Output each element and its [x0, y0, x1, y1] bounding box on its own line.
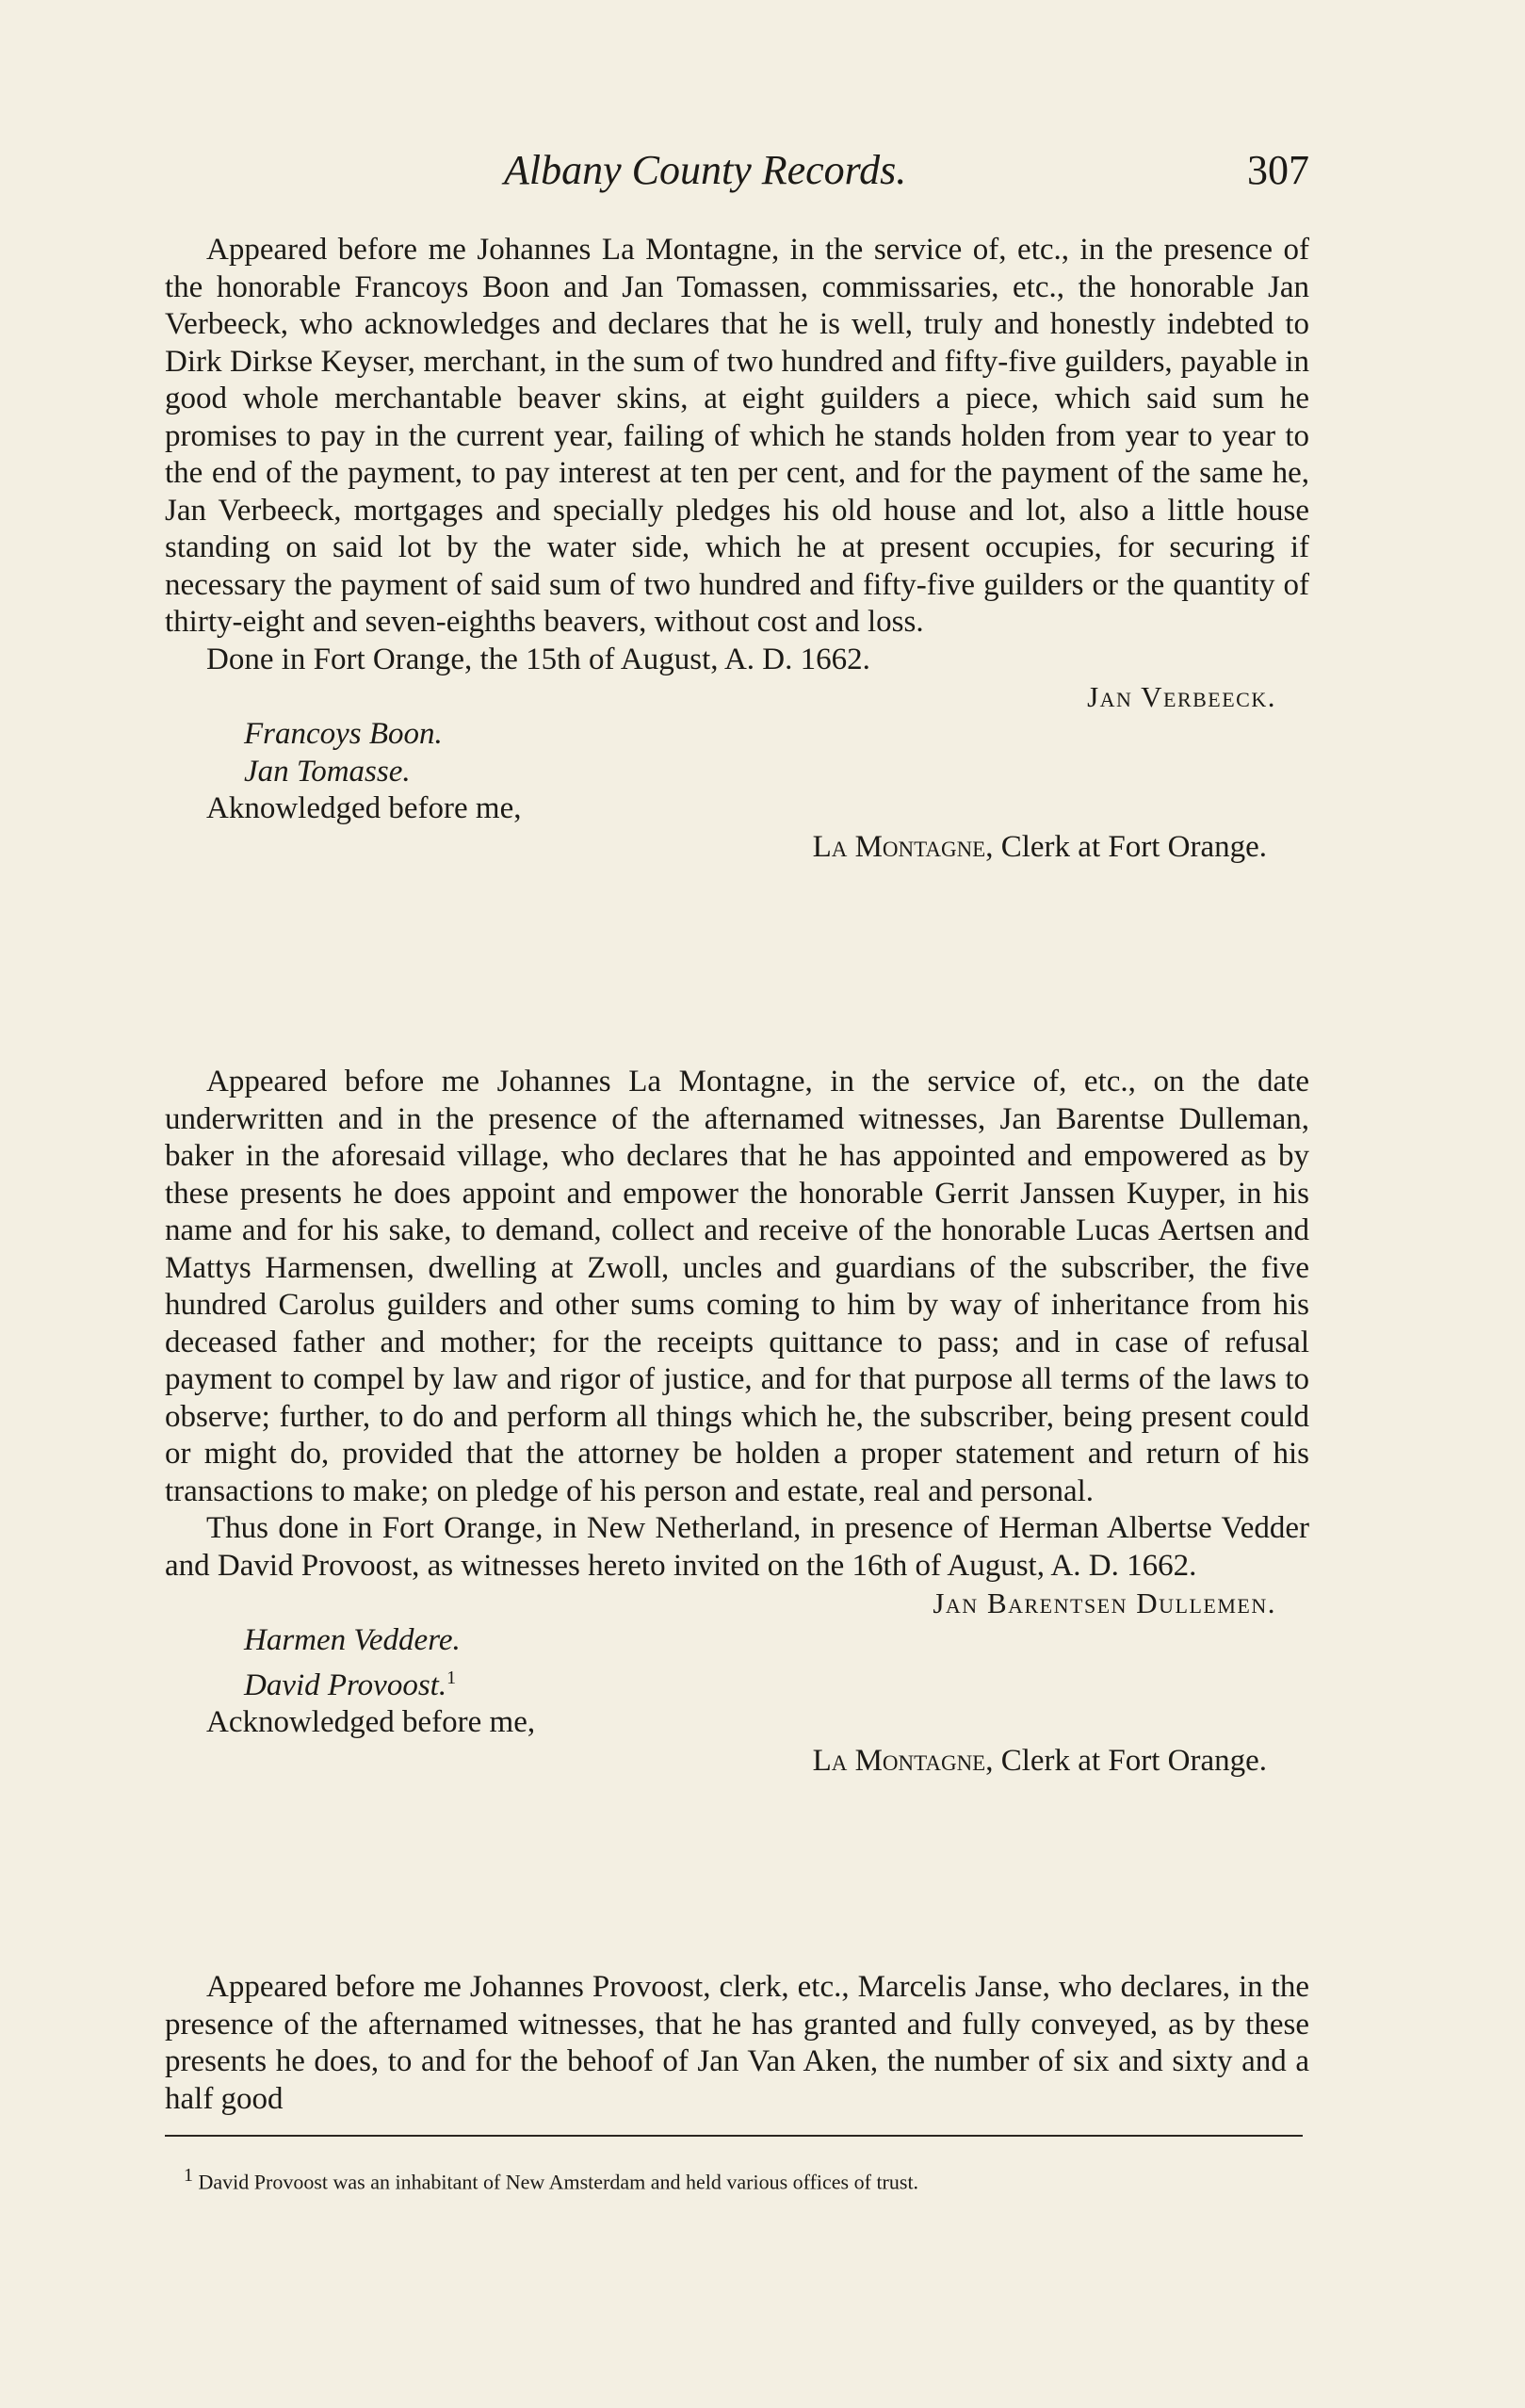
entry-1-acknowledged: Aknowledged before me,: [206, 791, 522, 825]
entry-2-witness-2: [165, 1660, 1309, 1705]
footnote-reference: 1: [446, 1667, 457, 1688]
entry-3-body: Appeared before me Johannes Provoost, clerk, etc., Marcelis Janse, who declares, in the presence of the afternamed witnesses, that he has granted and fully conveyed, as by these presents he does, to and for the behoof of Jan Van Aken, the number of six and sixty and a half good: [165, 1970, 1309, 2116]
book-page: [165, 0, 1309, 2408]
entry-2-clerk-name: La Montagne,: [812, 1743, 994, 1778]
entry-2-witness-1: Harmen Veddere.: [244, 1623, 461, 1657]
page-header: [165, 146, 1309, 203]
record-entry-1: [165, 232, 1309, 866]
entry-2-clerk-signature: [165, 1742, 1309, 1780]
entry-1-clerk-signature: [165, 828, 1309, 866]
record-entry-3: [165, 1969, 1309, 2118]
entry-1-witness-2: Jan Tomasse.: [244, 754, 411, 789]
entry-2-clerk-title: Clerk at Fort Orange.: [1000, 1743, 1267, 1778]
entry-1-done-line: Done in Fort Orange, the 15th of August, A. D. 1662.: [206, 642, 870, 676]
record-entry-2: [165, 1064, 1309, 1780]
page-number: 307: [1247, 147, 1309, 193]
entry-2-done-line: Thus done in Fort Orange, in New Netherland, in presence of Herman Albertse Vedder and David Provoost, as witnesses hereto invited on the 16th of August, A. D. 1662.: [165, 1511, 1309, 1583]
entry-1-signer: Jan Verbeeck.: [1087, 680, 1276, 713]
entry-1-clerk-name: La Montagne,: [812, 829, 994, 864]
entry-2-witness-2-name: David Provoost.: [244, 1668, 447, 1702]
entry-2-acknowledged: Acknowledged before me,: [206, 1705, 536, 1739]
footnote-rule: [165, 2135, 1303, 2137]
entry-1-clerk-title: Clerk at Fort Orange.: [1000, 829, 1267, 864]
footnote-text: David Provoost was an inhabitant of New Amsterdam and held various offices of trust.: [198, 2170, 919, 2194]
footnote: [184, 2162, 918, 2195]
entry-1-body: Appeared before me Johannes La Montagne, in the service of, etc., in the presence of the honorable Francoys Boon and Jan Tomassen, commissaries, etc., the honorable Jan Verbeeck, who acknowledges and declares that he is well, truly and honestly indebted to Dirk Dirkse Keyser, merchant, in the sum of two hundred and fifty-five guilders, payable in good whole merchantable beaver skins, at eight guilders a piece, which said sum he promises to pay in the current year, failing of which he stands holden from year to year to the end of the payment, to pay interest at ten per cent, and for the payment of the same he, Jan Verbeeck, mortgages and specially pledges his old house and lot, also a little house standing on said lot by the water side, which he at present occupies, for securing if necessary the payment of said sum of two hundred and fifty-five guilders or the quantity of thirty-eight and seven-eighths beavers, without cost and loss.: [165, 233, 1309, 639]
footnote-marker: 1: [184, 2165, 193, 2186]
entry-1-witness-1: Francoys Boon.: [244, 717, 443, 751]
entry-2-signer: Jan Barentsen Dullemen.: [933, 1586, 1276, 1619]
entry-2-body: Appeared before me Johannes La Montagne, in the service of, etc., on the date underwritten and in the presence of the afternamed witnesses, Jan Barentse Dulleman, baker in the aforesaid village, who declares that he has appointed and empowered as by these presents he does appoint and empower the honorable Gerrit Janssen Kuyper, in his name and for his sake, to demand, collect and receive of the honorable Lucas Aertsen and Mattys Harmensen, dwelling at Zwoll, uncles and guardians of the subscriber, the five hundred Carolus guilders and other sums coming to him by way of inheritance from his deceased father and mother; for the receipts quittance to pass; and in case of refusal payment to compel by law and rigor of justice, and for that purpose all terms of the laws to observe; further, to do and perform all things which he, the subscriber, being present could or might do, provided that the attorney be holden a proper statement and return of his transactions to make; on pledge of his person and estate, real and personal.: [165, 1065, 1309, 1508]
running-title: Albany County Records.: [504, 147, 907, 193]
